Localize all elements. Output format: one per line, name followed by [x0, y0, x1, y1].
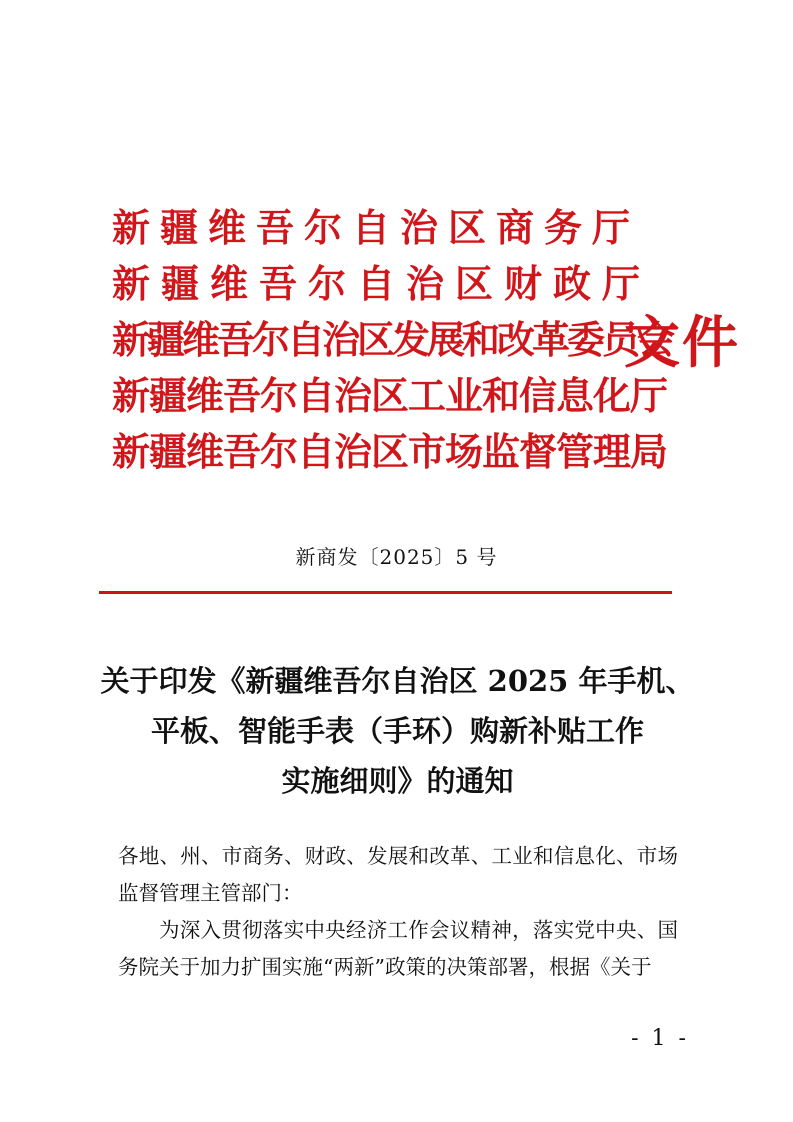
body-paragraph-1: 为深入贯彻落实中央经济工作会议精神，落实党中央、国务院关于加力扩围实施“两新”政策的决策部署，根据《关于: [118, 918, 678, 979]
issuer-industry-it: 新疆维吾尔自治区工业和信息化厅: [112, 373, 668, 418]
title-line-2: 平板、智能手表（手环）购新补贴工作: [150, 714, 644, 748]
document-number: 新商发〔2025〕5 号: [295, 545, 498, 569]
issuing-authorities: [112, 200, 712, 480]
issuer-market-regulation: 新疆维吾尔自治区市场监督管理局: [112, 429, 668, 474]
title-line-3: 实施细则》的通知: [281, 764, 514, 798]
page-number: - 1 -: [631, 1026, 689, 1051]
title-line-1: 关于印发《新疆维吾尔自治区 2025 年手机、: [100, 664, 695, 698]
issuer-finance: 新疆维吾尔自治区财政厅: [112, 261, 652, 306]
addressee-paragraph: 各地、州、市商务、财政、发展和改革、工业和信息化、市场监督管理主管部门：: [118, 844, 678, 905]
issuer-commerce: 新疆维吾尔自治区商务厅: [112, 205, 641, 250]
red-divider-line: [99, 591, 672, 594]
document-title: [100, 656, 695, 806]
document-label: 文件: [624, 310, 740, 376]
issuer-development-reform: 新疆维吾尔自治区发展和改革委员会: [112, 317, 673, 362]
document-body: [118, 838, 678, 986]
